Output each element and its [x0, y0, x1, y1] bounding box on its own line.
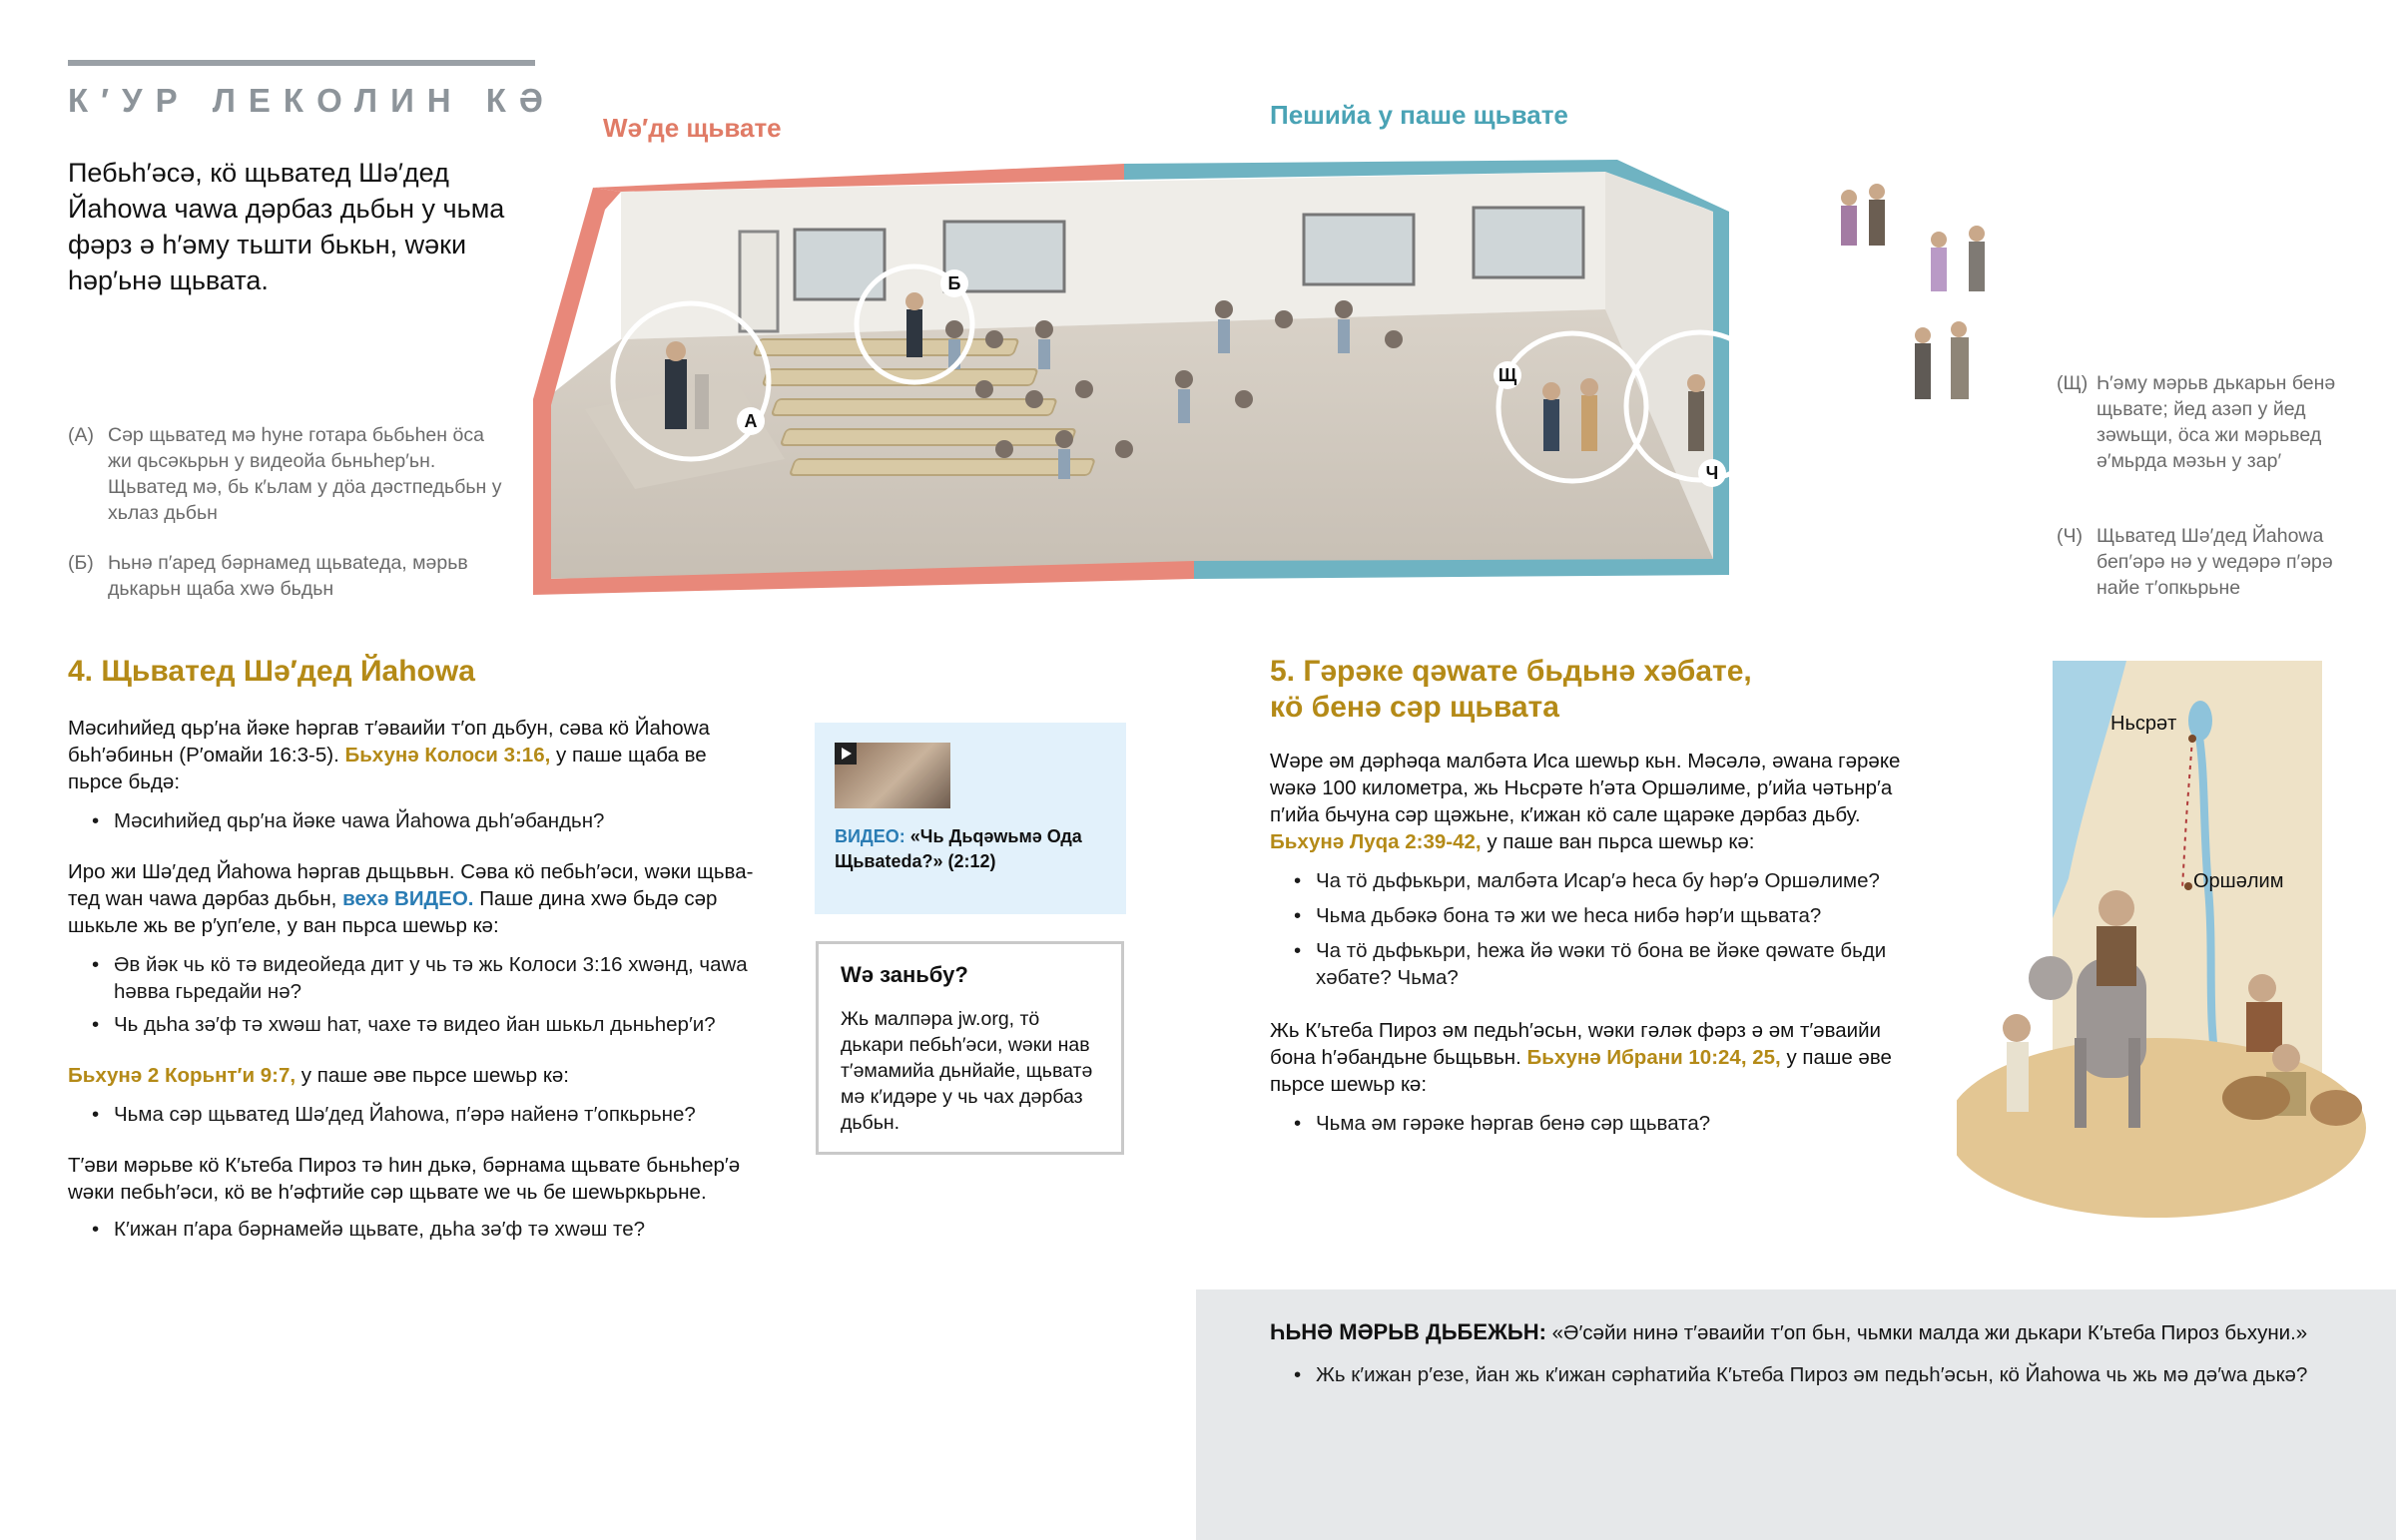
question-item: • Чь дьһа зә′ф тә хwәш һат, чахе тә видео йан шькьл дьньһер′и?: [68, 1011, 767, 1038]
section-4-paragraph-3: Бьхунә 2 Корьнт′и 9:7, у паше әве пьрсе шеwьр кә:: [68, 1064, 569, 1087]
objection-label: ҺЬНӘ МӘРЬВ ДЬБЕЖЬН:: [1270, 1319, 1546, 1344]
section-4-paragraph-2: Иро жи Шә′дед Йаһowa һәргав дьщьвьн. Сәва кӧ пебьһ′әси, wәки щьватед wан чаwа дәрбаз дьбьн, вехә ВИДЕО. Паше дина хwә бьдә сәр шькьле жь ве р′уп′еле, у ван пьрса шеwьр кә:: [68, 860, 754, 937]
section-label: К′УР ЛЕКОЛИН КӘ: [68, 82, 556, 119]
kingdom-hall-illustration: [525, 160, 1923, 599]
question-item: • К′ижан п′ара бәрнамейә щьвате, дьһа зә′ф тә хwәш те?: [68, 1216, 767, 1243]
section-4-heading: 4. Щьватед Шә′дед Йаһowa: [68, 655, 475, 688]
did-you-know-text: Жь малпәра jw.org, тӧ дькари пебьһ′әси, wәки нав т′әмамийа дьнйайе, щьватә мә к′идәре у чь чах дәрбаз дьбьн.: [841, 1008, 1093, 1134]
marker-a: А: [744, 411, 758, 431]
caption-ch: [2057, 523, 2336, 601]
question-item: • Чьма сәр щьватед Шә′дед Йаһowa, п′әрә найенә т′опкьрьне?: [68, 1101, 767, 1128]
caption-b-text: Һьнә п′аред бәрнамед щьвateда, мәрьв дькарьн щаба хwә бьдьн: [108, 552, 468, 600]
caption-a-key: (А): [68, 424, 94, 446]
objection-statement: [1270, 1318, 2378, 1347]
header-rule: [68, 60, 535, 66]
section-5-body: [1270, 748, 1909, 1137]
watch-video-link[interactable]: вехә ВИДЕО.: [342, 887, 474, 910]
arriving-people-illustration: [1819, 180, 2019, 479]
question-item: • Ча тӧ дьфькьри, һежа йә wәки тӧ бона ве йәке qәwате бьди хәбате? Чьма?: [1270, 937, 1909, 991]
video-box[interactable]: [815, 723, 1126, 914]
did-you-know-box: [816, 941, 1124, 1155]
section-5-paragraph-2: Жь К′ьтеба Пироз әм педьһ′әсьн, wәки гәләк фәрз ә әм т′әваийи бона һ′әбандьне бьщьвьн. Бьхунә Ибрани 10:24, 25, у паше әве пьрсе шеwьр кә:: [1270, 1019, 1892, 1096]
section-4-paragraph-1: Мәсиһийед qьр′на йәке һәргав т′әваийи т′оп дьбун, сәва кӧ Йаһowa бьһ′әбиньн (Р′омайи 16:3-5). Бьхунә Колоси 3:16, у паше щаба ве пьрсе бьдә:: [68, 717, 710, 793]
caption-b-key: (Б): [68, 552, 94, 574]
before-after-meeting-label: Пешийа у паше щьвате: [1270, 100, 1568, 130]
video-title[interactable]: «Чь Дьqәwьмә Ода Щьвatedа?» (2:12): [835, 826, 1082, 871]
section-4-body: [68, 715, 767, 1243]
caption-shch-text: Һ′әму мәрьв дькарьн бенә щьвате; йед азәп у йед зәwьщи, ӧса жи мәрьвед ә′мьрда мәзьн у зар′: [2096, 372, 2336, 472]
objection-quote: «Ә′сәйи нинә т′әваийи т′оп бьн, чьмки малда жи дькари К′ьтеба Пироз бьхуни.»: [1551, 1321, 2308, 1344]
marker-ch: Ч: [1705, 463, 1719, 483]
question-item: • Чьма әм гәрәке һәргав бенә сәр щьвата?: [1270, 1110, 1909, 1137]
marker-b: Б: [947, 273, 961, 293]
during-meeting-label: Wә′де щьвате: [603, 113, 782, 143]
did-you-know-heading: Wә заньбу?: [841, 962, 968, 987]
question-item: • Мәсиһийед qьр′на йәке чаwа Йаһowa дьһ′әбандьн?: [68, 807, 767, 834]
section-5-paragraph-1: Wәре әм дәрһәqа малбәта Иса шеwьр кьн. Мәсәлә, әwана гәрәке wәкә 100 километра, жь Ньсрәте һ′әта Оршәлиме, р′ийа чәтьнр′а п′ийа бьчуна сәр щәжьне, к′ижан кӧ сале щарәке дәрбаз дьбу. Бьхунә Луqа 2:39-42, у паше ван пьрса шеwьр кә:: [1270, 750, 1901, 853]
caption-ch-key: (Ч): [2057, 525, 2083, 547]
intro-text: Пебьһ′әсә, кӧ щьватед Шә′дед Йаһowa чаwа дәрбаз дьбьн у чьма фәрз ә һ′әму тьшти бькьн, wәки һәр′ьнә щьвата.: [68, 158, 505, 295]
scripture-link-colossians[interactable]: Бьхунә Колоси 3:16,: [344, 744, 551, 767]
objection-panel: [1196, 1289, 2396, 1540]
section-5-heading: 5. Гәрәке qәwате бьдьнә хәбате, кӧ бенә сәр щьвата: [1270, 655, 1752, 724]
caption-shch-key: (Щ): [2057, 372, 2089, 394]
map-label-nazareth: Ньсрәт: [2110, 713, 2177, 735]
video-caption: [835, 824, 1114, 874]
caption-ch-text: Щьватед Шә′дед Йаһowa беп′әрә нә у wедәрә п′әрә найе т′опкьрьне: [2096, 525, 2333, 599]
scripture-link-luke[interactable]: Бьхунә Луqа 2:39-42,: [1270, 830, 1482, 853]
question-item: • Чьма дьбәкә бона тә жи wе һеса нибә һәр′и щьвата?: [1270, 902, 1909, 929]
caption-a: [68, 422, 507, 526]
scripture-link-hebrews[interactable]: Бьхунә Ибрани 10:24, 25,: [1526, 1046, 1781, 1069]
video-label: ВИДЕО:: [835, 826, 905, 846]
marker-shch: Щ: [1498, 365, 1517, 385]
caption-a-text: Сәр щьватед мә һуне готара бьбьһен ӧса жи qьсәкьрьн у видеойа бьньһер′ьн. Щьватед мә, бь к′ьлам у дӧа дәстпедьбьн у хьлаз дьбьн: [108, 424, 502, 524]
question-item: • Жь к′ижан р′езе, йан жь к′ижан сәрһатийа К′ьтеба Пироз әм педьһ′әсьн, кӧ Йаһowa чь жь мә дә′wа дькә?: [1270, 1361, 2358, 1388]
section-4-paragraph-4: Т′әви мәрьве кӧ К′ьтеба Пироз тә һин дькә, бәрнама щьвате бьньһер′ә wәки пебьһ′әси, кӧ ве һ′әфтийе сәр щьвате wе чь бе шеwьркьрьне.: [68, 1154, 741, 1204]
caption-b: [68, 550, 507, 602]
video-thumbnail[interactable]: [835, 743, 950, 808]
question-item: • Ча тӧ дьфькьри, малбәта Исар′ә һеса бу һәр′ә Оршәлиме?: [1270, 867, 1909, 894]
map-label-jerusalem: Оршәлим: [2193, 870, 2284, 892]
question-item: • Әв йәк чь кӧ тә видеойеда дит у чь тә жь Колоси 3:16 хwәнд, чаwа һәвва гьредайи нә?: [68, 951, 767, 1005]
caption-shch: [2057, 370, 2336, 474]
scripture-link-2-corinthians[interactable]: Бьхунә 2 Корьнт′и 9:7,: [68, 1064, 297, 1087]
journey-illustration: [1957, 659, 2376, 1238]
play-icon[interactable]: [835, 743, 857, 765]
